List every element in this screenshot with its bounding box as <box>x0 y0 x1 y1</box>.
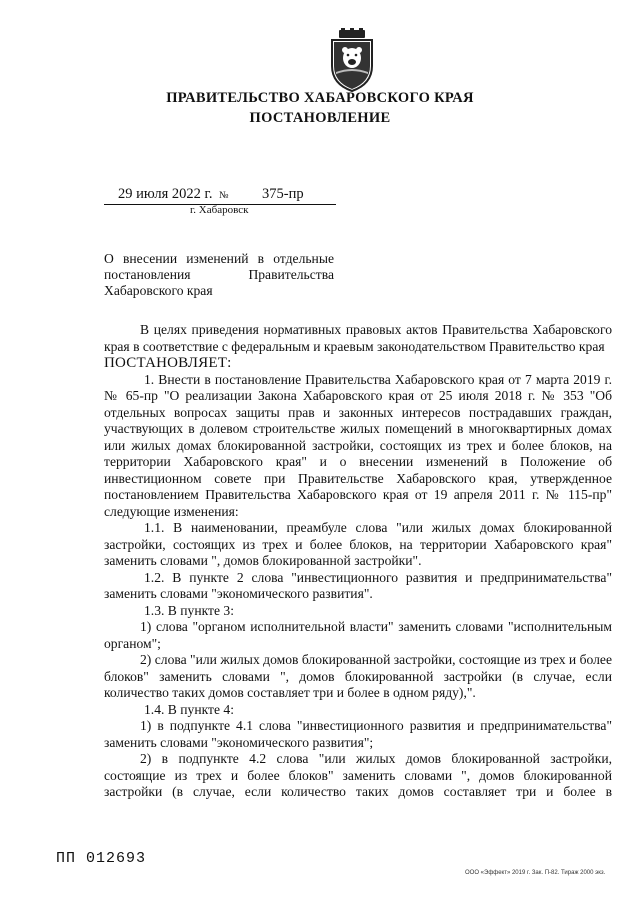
paragraph-1-1: 1.1. В наименовании, преамбуле слова "или жилых домах блокированной застройки, состоящих из трех и более блоков, на территории Хабаровского края" заменить словами ", домов блокированной застройки". <box>104 520 612 568</box>
paragraph-1-4: 1.4. В пункте 4: <box>144 701 234 717</box>
document-city: г. Хабаровск <box>190 204 249 216</box>
document-kind: ПОСТАНОВЛЕНИЕ <box>249 110 391 126</box>
date-number-line <box>104 186 336 206</box>
printer-imprint: ООО «Эффект» 2019 г. Зак. П-82. Тираж 2000 экз. <box>465 870 606 876</box>
government-title: ПРАВИТЕЛЬСТВО ХАБАРОВСКОГО КРАЯ <box>166 90 474 106</box>
subject-line: Хабаровского края <box>104 283 213 298</box>
paragraph-1-2: 1.2. В пункте 2 слова "инвестиционного развития и предпринимательства" заменить словами "экономического развития". <box>104 569 612 601</box>
document-body <box>104 322 612 801</box>
subject-line: постановления Правительства <box>104 267 334 282</box>
document-date: 29 июля 2022 г. <box>118 186 213 202</box>
paragraph-1-4-1: 1) в подпункте 4.1 слова "инвестиционного развития и предпринимательства" заменить словами "экономического развития"; <box>104 718 612 750</box>
paragraph-1-3-1: 1) слова "органом исполнительной власти" заменить словами "исполнительным органом"; <box>104 619 612 651</box>
intro-paragraph: В целях приведения нормативных правовых актов Правительства Хабаровского края в соответствие с федеральным и краевым законодательством Правительство края <box>104 322 612 354</box>
paragraph-1-3-2: 2) слова "или жилых домов блокированной застройки, состоящие из трех и более блоков" заменить словами ", домов блокированной застройки (в случае, если количество таких домов составляет три и более в одном ряду),". <box>104 652 612 700</box>
paragraph-1-4-2: 2) в подпункте 4.2 слова "или жилых домов блокированной застройки, состоящие из трех и более блоков" заменить словами ", домов блокированной застройки (в случае, если количество таких домов составляет три и более в <box>104 751 612 799</box>
document-subject <box>104 251 334 299</box>
paragraph-1-3: 1.3. В пункте 3: <box>144 602 234 618</box>
form-code: ПП 012693 <box>56 850 147 867</box>
subject-line: О внесении изменений в отдельные <box>104 251 334 266</box>
document-number: 375-пр <box>262 186 304 202</box>
decree-word: ПОСТАНОВЛЯЕТ: <box>104 355 232 371</box>
number-label: № <box>219 190 229 201</box>
coat-of-arms-bear-icon <box>326 28 378 92</box>
paragraph-1: 1. Внести в постановление Правительства Хабаровского края от 7 марта 2019 г. № 65-пр "О реализации Закона Хабаровского края от 25 июля 2018 г. № 353 "Об отдельных вопросах защиты прав и законных интересов пострадавших граждан, участвующих в долевом строительстве жилых помещений в многоквартирных домах или жилых домах блокированной застройки, состоящих из трех и более блоков, на территории Хабаровского края" и о внесении изменений в Положение об инвестиционном совете при Правительстве Хабаровского края, утвержденное постановлением Правительства Хабаровского края от 19 апреля 2011 г. № 115-пр" следующие изменения: <box>104 371 612 519</box>
